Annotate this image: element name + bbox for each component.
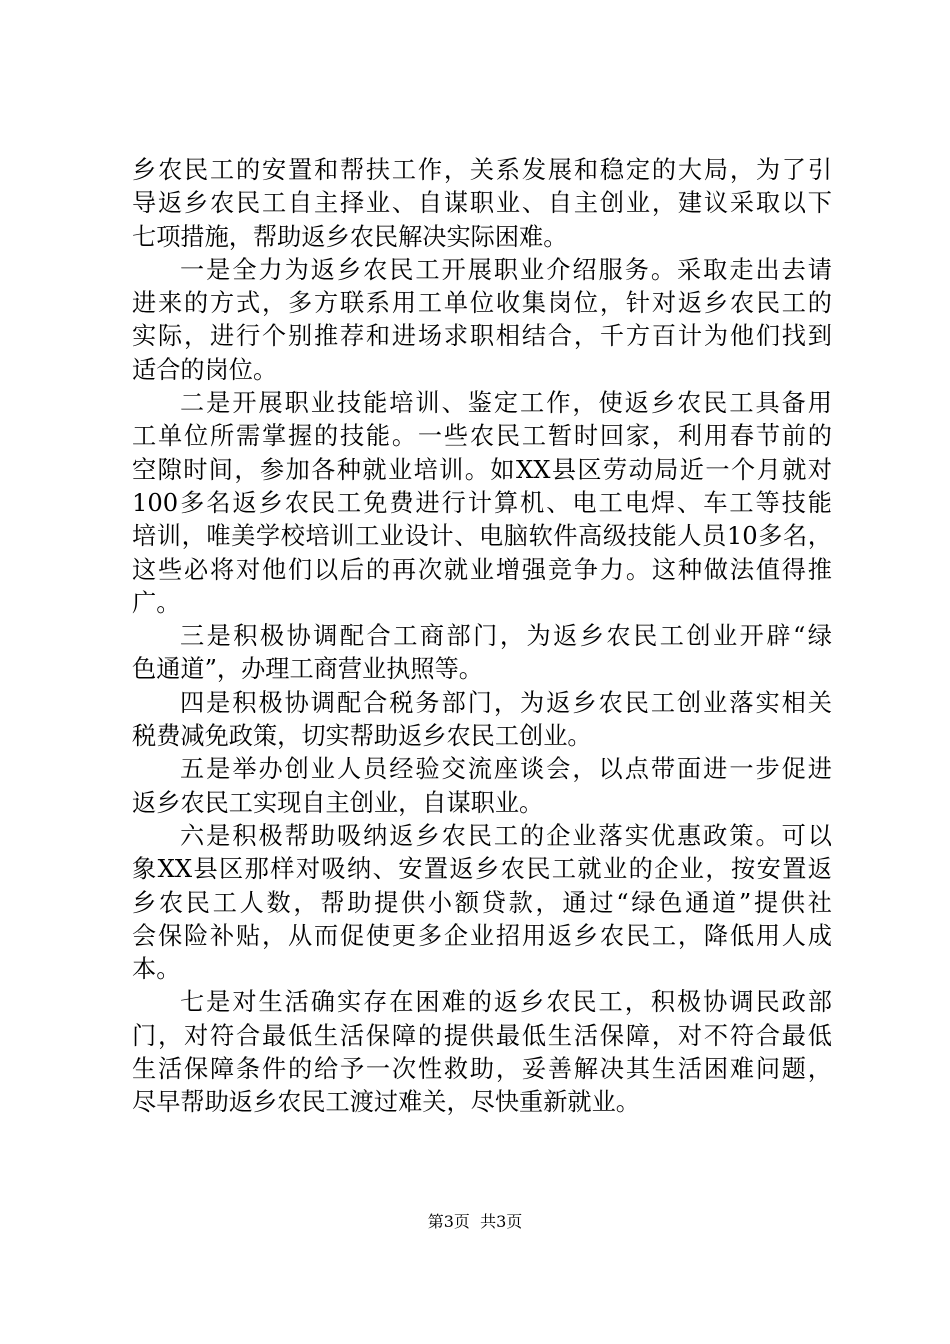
paragraph-line: 乡农民工人数，帮助提供小额贷款，通过“绿色通道”提供社 [132,888,832,917]
paragraph-line: 五是举办创业人员经验交流座谈会，以点带面进一步促进 [180,755,832,784]
paragraph-line: 乡农民工的安置和帮扶工作，关系发展和稳定的大局，为了引 [132,156,832,184]
paragraph-line: 二是开展职业技能培训、鉴定工作，使返乡农民工具备用 [180,389,832,418]
paragraph-line: 工单位所需掌握的技能。一些农民工暂时回家，利用春节前的 [132,422,832,451]
paragraph-line: 六是积极帮助吸纳返乡农民工的企业落实优惠政策。可以 [180,821,832,850]
paragraph-line: 适合的岗位。 [132,355,278,384]
paragraph-line: 税费减免政策，切实帮助返乡农民工创业。 [132,722,592,751]
paragraph-line: 这些必将对他们以后的再次就业增强竞争力。这种做法值得推 [132,555,832,584]
paragraph-line: 七项措施，帮助返乡农民解决实际困难。 [132,222,568,251]
paragraph-line: 门，对符合最低生活保障的提供最低生活保障，对不符合最低 [132,1021,832,1050]
paragraph-line: 培训，唯美学校培训工业设计、电脑软件高级技能人员10多名， [132,522,832,551]
paragraph-line: 生活保障条件的给予一次性救助，妥善解决其生活困难问题， [132,1055,832,1084]
paragraph [132,986,832,1119]
paragraph-line: 七是对生活确实存在困难的返乡农民工，积极协调民政部 [180,988,832,1017]
paragraph [132,387,832,620]
paragraph [132,820,832,986]
paragraph-line: 进来的方式，多方联系用工单位收集岗位，针对返乡农民工的 [132,289,832,318]
paragraph-line: 象XX县区那样对吸纳、安置返乡农民工就业的企业，按安置返 [132,855,832,884]
paragraph [132,687,832,754]
paragraph [132,753,832,820]
paragraph-line: 实际，进行个别推荐和进场求职相结合，千方百计为他们找到 [132,322,832,351]
paragraph [132,620,832,687]
paragraph-line: 导返乡农民工自主择业、自谋职业、自主创业，建议采取以下 [132,189,832,218]
paragraph-line: 四是积极协调配合税务部门，为返乡农民工创业落实相关 [180,688,832,717]
paragraph-line: 尽早帮助返乡农民工渡过难关，尽快重新就业。 [132,1088,640,1117]
paragraph-line: 返乡农民工实现自主创业，自谋职业。 [132,788,544,817]
paragraph-line: 一是全力为返乡农民工开展职业介绍服务。采取走出去请 [180,255,832,284]
paragraph-line: 广。 [132,588,181,617]
document-body [132,154,832,1120]
paragraph-line: 色通道”，办理工商营业执照等。 [132,655,483,684]
paragraph-line: 空隙时间，参加各种就业培训。如XX县区劳动局近一个月就对 [132,455,832,484]
paragraph-line: 会保险补贴，从而促使更多企业招用返乡农民工，降低用人成 [132,921,832,950]
paragraph-line: 三是积极协调配合工商部门，为返乡农民工创业开辟“绿 [180,622,832,651]
page-number: 第3页 共3页 [427,1212,523,1231]
paragraph [132,254,832,387]
paragraph-line: 本。 [132,955,181,984]
paragraph-line: 100多名返乡农民工免费进行计算机、电工电焊、车工等技能 [132,488,832,517]
page-footer [0,1212,950,1232]
paragraph [132,154,832,254]
